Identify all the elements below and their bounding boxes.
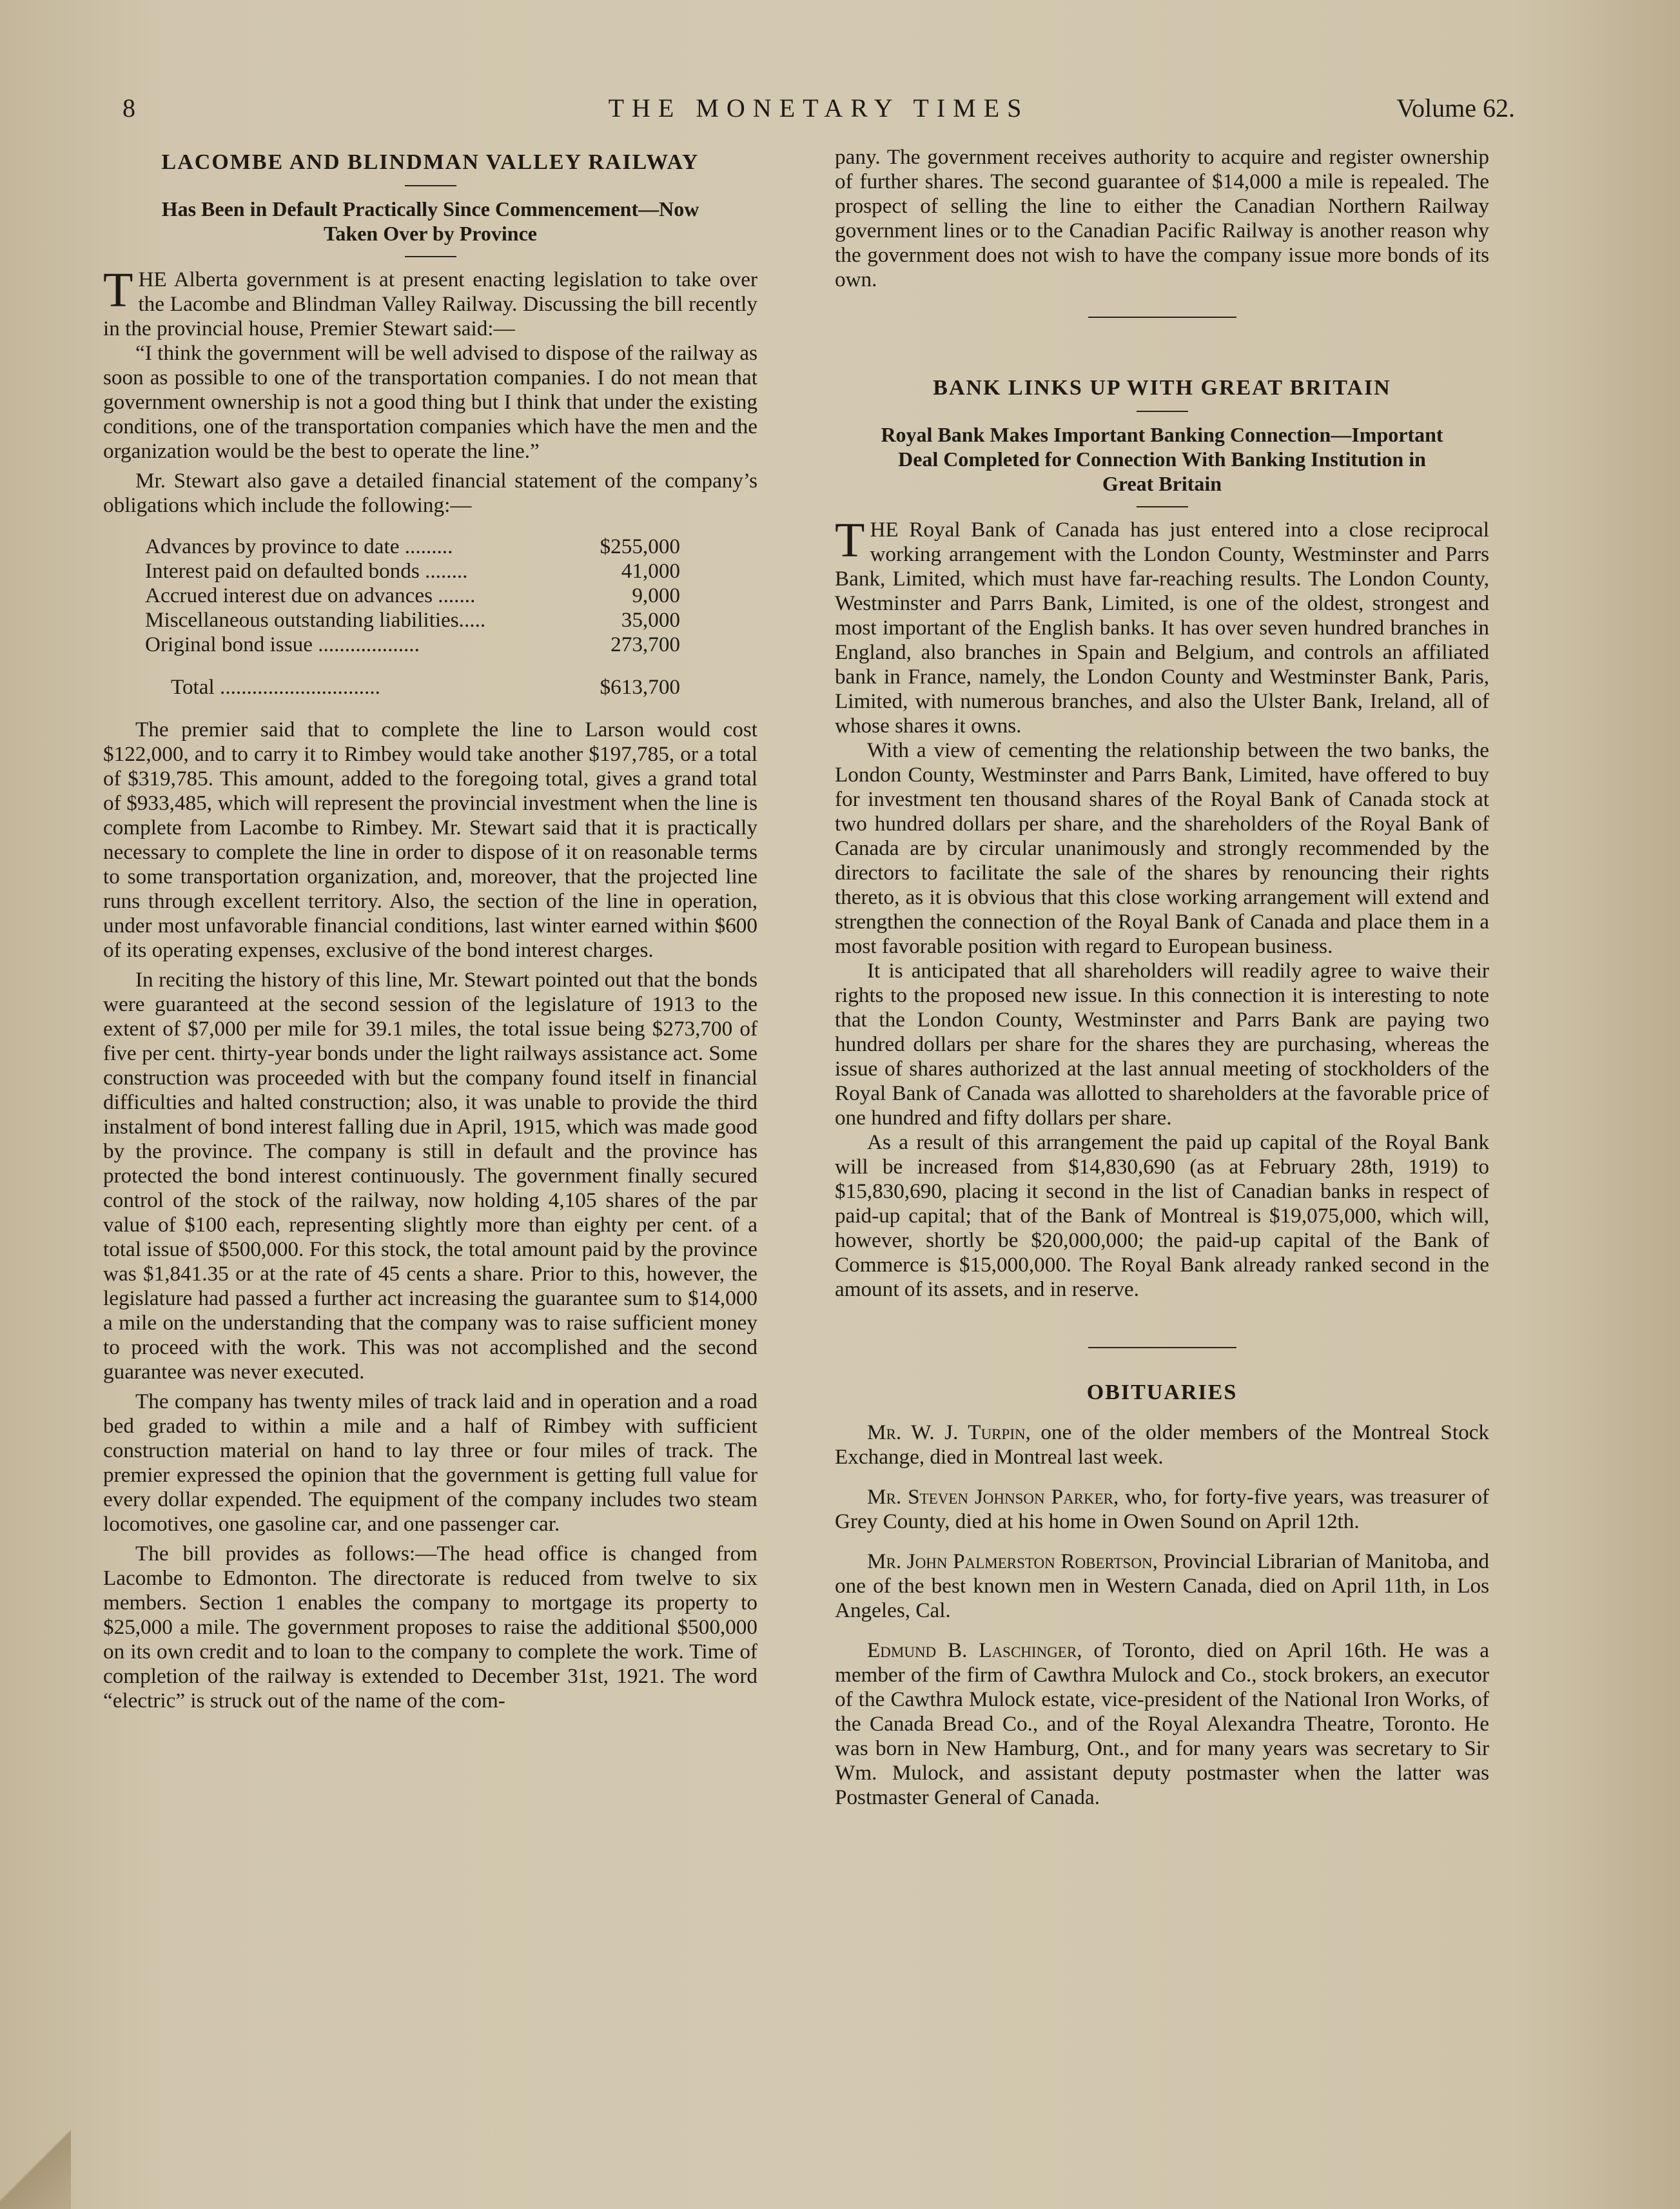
volume-label: Volume 62. — [1396, 93, 1515, 123]
obituary-entry: Mr. Steven Johnson Parker, who, for forty-five years, was treasurer of Grey County, died at his home in Owen Sound on April 12th. — [835, 1485, 1489, 1533]
article-paragraph: The bill provides as follows:—The head office is changed from Lacombe to Edmonton. The directorate is reduced from twelve to six members. Section 1 enables the company to mortgage its property to $25,000 a mile. The government proposes to raise the additional $500,000 on its own credit and to loan to the company to complete the work. Time of completion of the railway is extended to December 31st, 1921. The word “electric” is struck out of the name of the com- — [103, 1542, 757, 1713]
title-rule — [405, 185, 456, 186]
article-subtitle: Royal Bank Makes Important Banking Connection—Important Deal Completed for Connection With Banking Institution in Great Britain — [881, 423, 1443, 495]
obituary-name: Mr. John Palmerston Robertson, — [867, 1549, 1158, 1573]
obituary-name: Mr. W. J. Turpin, — [867, 1420, 1031, 1444]
table-total-row: Total .............................. $613,700 — [171, 675, 680, 699]
left-column — [103, 145, 757, 1713]
obituaries-title: OBITUARIES — [1086, 1380, 1238, 1404]
obituary-name: Mr. Steven Johnson Parker, — [867, 1485, 1119, 1509]
article-paragraph: In reciting the history of this line, Mr. Stewart pointed out that the bonds were guaranteed at the second session of the legislature of 1913 to the extent of $7,000 per mile for 39.1 miles, the total issue being $273,700 of five per cent. thirty-year bonds under the light railways assistance act. Some construction was proceeded with but the company found itself in financial difficulties and halted construction; also, it was unable to provide the third instalment of bond interest falling due in April, 1915, which was made good by the province. The company is still in default and the province has protected the bond interest continuously. The government finally secured control of the stock of the railway, now holding 4,105 shares of the par value of $100 each, representing slightly more than eighty per cent. of a total issue of $500,000. For this stock, the total amount paid by the province was $1,841.35 or at the rate of 45 cents a share. Prior to this, however, the legislature had passed a further act increasing the guarantee sum to $14,000 a mile on the understanding that the company was to raise sufficient money to proceed with the work. This was not accomplished and the second guarantee was never executed. — [103, 968, 757, 1384]
article-title: LACOMBE AND BLINDMAN VALLEY RAILWAY — [161, 150, 699, 174]
article-paragraph: Mr. Stewart also gave a detailed financial statement of the company’s obligations which include the following:— — [103, 469, 757, 517]
article-paragraph: The company has twenty miles of track laid and in operation and a road bed graded to within a mile and a half of Rimbey with sufficient construction material on hand to lay three or four miles of track. The premier expressed the opinion that the government is getting full value for every dollar expended. The equipment of the company includes two steam locomotives, one gasoline car, and one passenger car. — [103, 1389, 757, 1536]
right-column — [835, 145, 1489, 1810]
article-title: BANK LINKS UP WITH GREAT BRITAIN — [933, 376, 1391, 400]
article-paragraph: The premier said that to complete the line to Larson would cost $122,000, and to carry it to Rimbey would take another $197,785, or a total of $319,785. This amount, added to the foregoing total, gives a grand total of $933,485, which will represent the provincial investment when the line is complete from Lacombe to Rimbey. Mr. Stewart said that it is practically necessary to complete the line in order to dispose of it on reasonable terms to some transportation organization, and, moreover, that the projected line runs through excellent territory. Also, the section of the line in operation, under most unfavorable financial conditions, last winter earned within $600 of its operating expenses, exclusive of the bond interest charges. — [103, 718, 757, 962]
obituary-entry: Mr. John Palmerston Robertson, Provincial Librarian of Manitoba, and one of the best known men in Western Canada, died on April 11th, in Los Angeles, Cal. — [835, 1549, 1489, 1622]
table-row: Accrued interest due on advances ....... 9,000 — [145, 584, 680, 607]
drop-cap: T — [103, 263, 133, 317]
section-divider — [1088, 317, 1236, 318]
article-paragraph: “I think the government will be well advised to dispose of the railway as soon as possible to one of the transportation companies. I do not mean that government ownership is not a good thing but I think that under the existing conditions, one of the transportation companies which have the men and the organization would be the best to operate the line.” — [103, 341, 757, 463]
drop-cap: T — [835, 513, 865, 567]
table-row: Interest paid on defaulted bonds ........ 41,000 — [145, 559, 680, 583]
table-row: Miscellaneous outstanding liabilities..... 35,000 — [145, 608, 680, 632]
title-rule — [1137, 411, 1188, 412]
financial-statement-table — [103, 535, 680, 700]
publication-title: THE MONETARY TIMES — [608, 93, 1030, 123]
section-divider — [1088, 1347, 1236, 1348]
page-number: 8 — [122, 93, 135, 123]
running-head — [122, 89, 1515, 128]
obituary-name: Edmund B. Laschinger, — [867, 1638, 1082, 1662]
obituary-entry: Mr. W. J. Turpin, one of the older members of the Montreal Stock Exchange, died in Montreal last week. — [835, 1420, 1489, 1469]
obituary-entry: Edmund B. Laschinger, of Toronto, died on April 16th. He was a member of the firm of Cawthra Mulock and Co., stock brokers, an executor of the Cawthra Mulock estate, vice-president of the National Iron Works, of the Canada Bread Co., and of the Royal Alexandra Theatre, Toronto. He was born in New Hamburg, Ont., and for many years was secretary to Sir Wm. Mulock, and assistant deputy postmaster when the latter was Postmaster General of Canada. — [835, 1638, 1489, 1809]
article-paragraph: THE Alberta government is at present enacting legislation to take over the Lacombe and Blindman Valley Railway. Discussing the bill recently in the provincial house, Premier Stewart said:— — [103, 263, 757, 340]
article-paragraph: It is anticipated that all shareholders will readily agree to waive their rights to the proposed new issue. In this connection it is interesting to note that the London County, Westminster and Parrs Bank are paying two hundred dollars per share for the shares they are purchasing, whereas the issue of shares authorized at the last annual meeting of stockholders of the Royal Bank of Canada was allotted to shareholders at the favorable price of one hundred and fifty dollars per share. — [835, 959, 1489, 1130]
subtitle-rule — [405, 256, 456, 257]
table-row: Original bond issue ................... 273,700 — [145, 633, 680, 656]
article-paragraph: As a result of this arrangement the paid up capital of the Royal Bank will be increased from $14,830,690 (as at February 28th, 1919) to $15,830,690, placing it second in the list of Canadian banks in respect of paid-up capital; that of the Bank of Montreal is $19,075,000, which will, however, shortly be $20,000,000; the paid-up capital of the Bank of Commerce is $15,000,000. The Royal Bank already ranked second in the amount of its assets, and in reserve. — [835, 1130, 1489, 1301]
subtitle-rule — [1137, 506, 1188, 507]
folded-corner — [0, 2119, 71, 2209]
article-paragraph: With a view of cementing the relationship between the two banks, the London County, Westminster and Parrs Bank, Limited, have offered to buy for investment ten thousand shares of the Royal Bank of Canada stock at two hundred dollars per share, and the shareholders of the Royal Bank of Canada are by circular unanimously and strongly recommended by the directors to facilitate the sale of the shares by renouncing their rights thereto, as it is obvious that this close working arrangement will extend and strengthen the connection of the Royal Bank of Canada and place them in a most favorable position with regard to European business. — [835, 738, 1489, 958]
article-continuation: pany. The government receives authority to acquire and register ownership of further shares. The second guarantee of $14,000 a mile is repealed. The prospect of selling the line to either the Canadian Northern Railway government lines or to the Canadian Pacific Railway is another reason why the government does not wish to have the company issue more bonds of its own. — [835, 145, 1489, 291]
article-subtitle: Has Been in Default Practically Since Commencement—Now Taken Over by Province — [161, 197, 699, 245]
article-paragraph: THE Royal Bank of Canada has just entered into a close reciprocal working arrangement with the London County, Westminster and Parrs Bank, Limited, which must have far-reaching results. The London County, Westminster and Parrs Bank, Limited, is one of the oldest, strongest and most important of the English banks. It has over seven hundred branches in England, also branches in Spain and Belgium, and controls an affiliated bank in France, namely, the London County and Westminster Bank, Paris, Limited, with numerous branches, and also the Ulster Bank, Ireland, all of whose shares it owns. — [835, 513, 1489, 738]
table-row: Advances by province to date ......... $255,000 — [145, 535, 680, 558]
